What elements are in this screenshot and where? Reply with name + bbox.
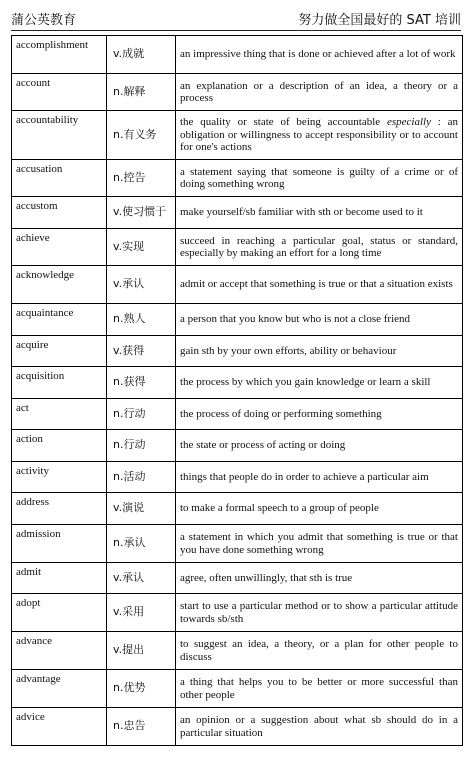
definition-cell: make yourself/sb familiar with sth or become used to it	[176, 197, 463, 229]
term-cell: advantage	[12, 670, 107, 708]
definition-cell: succeed in reaching a particular goal, status or standard, especially by making an effort for a long time	[176, 229, 463, 266]
table-row	[12, 304, 463, 336]
term-cell: acquisition	[12, 367, 107, 399]
table-row	[12, 462, 463, 493]
table-row	[12, 399, 463, 430]
term-cell: advice	[12, 708, 107, 746]
term-cell: advance	[12, 632, 107, 670]
term-cell: accusation	[12, 160, 107, 197]
definition-cell: start to use a particular method or to show a particular attitude towards sb/sth	[176, 594, 463, 632]
part-of-speech-cell: n.控告	[107, 160, 176, 197]
part-of-speech-cell: n.有义务	[107, 111, 176, 160]
part-of-speech-cell: v.获得	[107, 336, 176, 367]
part-of-speech-cell: v.采用	[107, 594, 176, 632]
table-row	[12, 197, 463, 229]
vocabulary-table	[11, 35, 463, 746]
part-of-speech-cell: n.忠告	[107, 708, 176, 746]
definition-cell: an explanation or a description of an idea, a theory or a process	[176, 74, 463, 111]
table-row	[12, 525, 463, 563]
part-of-speech-cell: n.活动	[107, 462, 176, 493]
definition-emphasis: especially	[386, 116, 431, 129]
term-cell: adopt	[12, 594, 107, 632]
part-of-speech-cell: v.提出	[107, 632, 176, 670]
part-of-speech-cell: v.使习惯于	[107, 197, 176, 229]
term-cell: accountability	[12, 111, 107, 160]
page-header	[11, 7, 461, 29]
term-cell: achieve	[12, 229, 107, 266]
table-row	[12, 367, 463, 399]
term-cell: accustom	[12, 197, 107, 229]
table-row	[12, 670, 463, 708]
table-row	[12, 708, 463, 746]
part-of-speech-cell: n.行动	[107, 430, 176, 462]
table-row	[12, 36, 463, 74]
definition-cell: the process by which you gain knowledge or learn a skill	[176, 367, 463, 399]
definition-cell: gain sth by your own efforts, ability or behaviour	[176, 336, 463, 367]
part-of-speech-cell: n.熟人	[107, 304, 176, 336]
part-of-speech-cell: n.承认	[107, 525, 176, 563]
term-cell: activity	[12, 462, 107, 493]
definition-cell: a thing that helps you to be better or more successful than other people	[176, 670, 463, 708]
term-cell: action	[12, 430, 107, 462]
table-row	[12, 430, 463, 462]
definition-cell: to suggest an idea, a theory, or a plan for other people to discuss	[176, 632, 463, 670]
header-divider	[11, 30, 461, 31]
definition-cell: an opinion or a suggestion about what sb should do in a particular situation	[176, 708, 463, 746]
term-cell: account	[12, 74, 107, 111]
definition-cell: a person that you know but who is not a close friend	[176, 304, 463, 336]
definition-cell: to make a formal speech to a group of people	[176, 493, 463, 525]
table-row	[12, 74, 463, 111]
part-of-speech-cell: n.优势	[107, 670, 176, 708]
table-row	[12, 563, 463, 594]
term-cell: act	[12, 399, 107, 430]
term-cell: acknowledge	[12, 266, 107, 304]
part-of-speech-cell: n.行动	[107, 399, 176, 430]
definition-cell: a statement saying that someone is guilty of a crime or of doing something wrong	[176, 160, 463, 197]
vocabulary-table-body	[12, 36, 463, 746]
table-row	[12, 493, 463, 525]
term-cell: acquaintance	[12, 304, 107, 336]
part-of-speech-cell: v.成就	[107, 36, 176, 74]
definition-text: the quality or state of being accountable	[180, 116, 387, 129]
term-cell: admission	[12, 525, 107, 563]
term-cell: address	[12, 493, 107, 525]
part-of-speech-cell: v.实现	[107, 229, 176, 266]
table-row	[12, 111, 463, 160]
definition-cell: an impressive thing that is done or achieved after a lot of work	[176, 36, 463, 74]
part-of-speech-cell: n.获得	[107, 367, 176, 399]
term-cell: accomplishment	[12, 36, 107, 74]
header-slogan: 努力做全国最好的 SAT 培训	[298, 12, 461, 28]
part-of-speech-cell: n.解释	[107, 74, 176, 111]
header-brand: 蒲公英教育	[11, 12, 77, 28]
definition-text: : an obligation or willingness to accept responsibility or to account for one's actions	[180, 116, 458, 154]
definition-cell: the state or process of acting or doing	[176, 430, 463, 462]
definition-cell: a statement in which you admit that something is true or that you have done something wrong	[176, 525, 463, 563]
definition-cell: things that people do in order to achieve a particular aim	[176, 462, 463, 493]
table-row	[12, 229, 463, 266]
definition-cell: admit or accept that something is true or that a situation exists	[176, 266, 463, 304]
table-row	[12, 336, 463, 367]
table-row	[12, 594, 463, 632]
table-row	[12, 632, 463, 670]
table-row	[12, 160, 463, 197]
term-cell: acquire	[12, 336, 107, 367]
part-of-speech-cell: v.演说	[107, 493, 176, 525]
part-of-speech-cell: v.承认	[107, 563, 176, 594]
table-row	[12, 266, 463, 304]
definition-cell: the process of doing or performing something	[176, 399, 463, 430]
definition-cell: agree, often unwillingly, that sth is true	[176, 563, 463, 594]
part-of-speech-cell: v.承认	[107, 266, 176, 304]
definition-cell	[176, 111, 463, 160]
term-cell: admit	[12, 563, 107, 594]
